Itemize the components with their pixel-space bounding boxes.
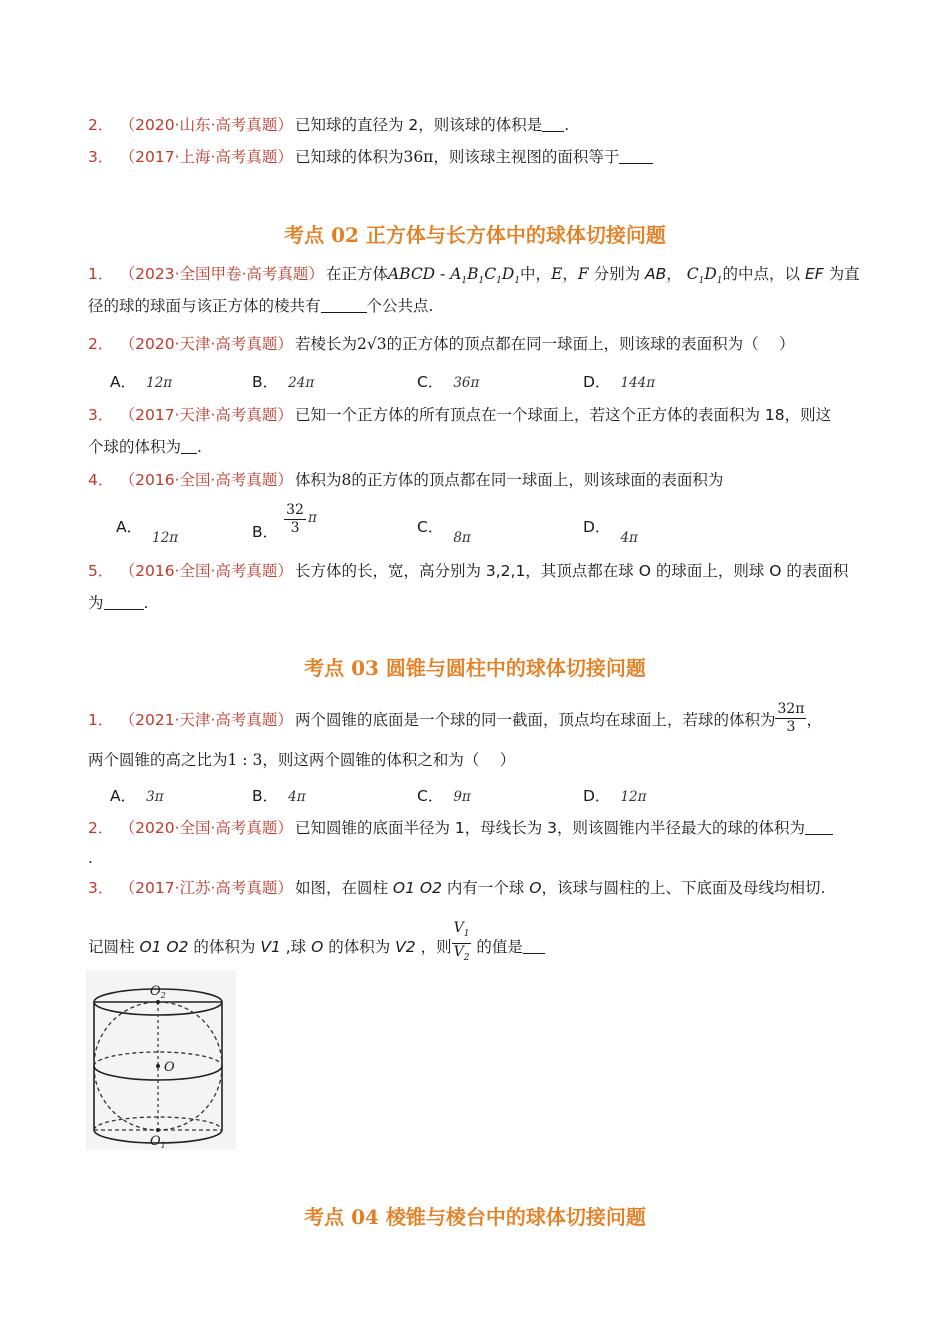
- separator: ，: [562, 265, 578, 283]
- s03-question-1-line2: [88, 748, 515, 772]
- section-heading-04: 考点 04 棱锥与棱台中的球体切接问题: [304, 1205, 646, 1229]
- s02-question-5-line2: [88, 591, 148, 615]
- volume-v1: V1: [260, 937, 281, 956]
- question-text: 径的球的球面与该正方体的棱共有: [88, 297, 321, 315]
- section-heading-03: 考点 03 圆锥与圆柱中的球体切接问题: [304, 656, 646, 680]
- question-text: 在正方体: [325, 265, 388, 283]
- question-text: 若棱长为: [294, 335, 357, 353]
- question-source: （2020·天津·高考真题）: [127, 335, 293, 353]
- s02-question-3: [88, 403, 831, 427]
- question-text: 为直: [823, 265, 860, 283]
- cylinder-sphere-figure: [86, 970, 236, 1150]
- question-number: 3．: [88, 406, 114, 424]
- question-number: 4．: [88, 471, 114, 489]
- question-number: 3．: [88, 879, 114, 897]
- math-cube-name: ABCD - $A_1B_1C_1D_1$: [387, 265, 521, 287]
- point-f: F: [577, 265, 589, 283]
- question-text: 的值是: [471, 937, 523, 956]
- question-source: （2020·全国·高考真题）: [127, 819, 293, 837]
- answer-blank: [181, 437, 197, 454]
- option-b[interactable]: B． $\frac{32}{3}$ π: [252, 502, 317, 541]
- option-c[interactable]: C．8π: [417, 518, 471, 546]
- s03-question-1: [88, 703, 822, 738]
- question-text: 的正方体的顶点都在同一球面上，则该球面的表面积为: [351, 471, 724, 489]
- question-text: 个球的体积为: [88, 438, 182, 456]
- s02-question-3-line2: [88, 435, 202, 459]
- point-o: [156, 1064, 160, 1068]
- question-text: 两个圆锥的底面是一个球的同一截面，顶点均在球面上，若球的体积为: [294, 711, 776, 729]
- question-number: 2．: [88, 116, 114, 134]
- fraction-v1-v2: $\frac{V_1}{V_2}$: [453, 920, 470, 963]
- label-o2: $O_2$: [150, 984, 166, 1000]
- question-source: （2017·江苏·高考真题）: [127, 879, 293, 897]
- question-text: 记圆柱: [88, 937, 140, 956]
- answer-blank: [321, 296, 367, 313]
- sphere-name: O: [529, 879, 542, 897]
- question-number: 2．: [88, 819, 114, 837]
- question-2017-shanghai: [88, 145, 653, 169]
- option-c[interactable]: C． 9π: [417, 787, 471, 805]
- option-a[interactable]: A． 12π: [110, 373, 173, 391]
- question-source: （2017·上海·高考真题）: [127, 148, 293, 166]
- question-text: 已知一个正方体的所有顶点在一个球面上，若这个正方体的表面积为 18，则这: [294, 406, 832, 424]
- option-a[interactable]: A．12π: [116, 518, 179, 546]
- question-number: 1．: [88, 265, 114, 283]
- question-2020-shandong: [88, 113, 569, 137]
- question-text: 内有一个球: [441, 879, 530, 897]
- question-text: ，: [806, 711, 822, 729]
- question-text: ，则: [415, 937, 452, 956]
- option-b[interactable]: B． 4π: [252, 787, 306, 805]
- section-heading-02: 考点 02 正方体与长方体中的球体切接问题: [284, 223, 666, 247]
- question-text: 长方体的长，宽，高分别为 3,2,1，其顶点都在球 O 的球面上，则球 O 的表面积: [294, 562, 849, 580]
- question-text: ，则该球主视图的面积等于: [433, 148, 620, 166]
- option-d[interactable]: D． 144π: [583, 373, 656, 391]
- point-e: E: [551, 265, 563, 283]
- s03-question-2: [88, 816, 833, 840]
- question-text: ,球: [280, 937, 312, 956]
- answer-blank: [104, 593, 144, 610]
- question-text: 的正方体的顶点都在同一球面上，则该球的表面积为（ ）: [386, 335, 795, 353]
- question-text: 个公共点.: [366, 297, 434, 315]
- s02-question-5: [88, 559, 848, 583]
- label-o1: $O_1$: [150, 1134, 166, 1150]
- segment-ab: AB: [645, 265, 667, 283]
- sphere-name: O: [311, 937, 324, 956]
- s03-question-3-line2: [88, 920, 545, 971]
- math-expression: 8: [341, 471, 352, 489]
- cylinder-name: O1 O2: [139, 937, 189, 956]
- point-o1: [156, 1128, 160, 1132]
- s03-question-2-line2: [88, 846, 93, 870]
- question-number: 5．: [88, 562, 114, 580]
- question-text: 分别为: [588, 265, 646, 283]
- point-o2: [156, 1000, 160, 1004]
- question-source: （2023·全国甲卷·高考真题）: [127, 265, 324, 283]
- question-text: 的中点，以: [722, 265, 805, 283]
- question-text: ，该球与圆柱的上、下底面及母线均相切.: [541, 879, 826, 897]
- question-source: （2020·山东·高考真题）: [127, 116, 293, 134]
- s02-question-2: [88, 332, 795, 356]
- math-ratio: 1 : 3: [227, 751, 263, 769]
- option-d[interactable]: D． 12π: [583, 787, 647, 805]
- answer-blank: [805, 818, 833, 835]
- question-text: 如图，在圆柱: [294, 879, 393, 897]
- question-text: 中，: [520, 265, 552, 283]
- question-source: （2021·天津·高考真题）: [127, 711, 293, 729]
- question-number: 2．: [88, 335, 114, 353]
- question-text: 为: [88, 594, 104, 612]
- separator: ，: [666, 265, 682, 283]
- question-text: 已知球的体积为: [294, 148, 404, 166]
- math-expression: 36π: [403, 148, 434, 166]
- volume-v2: V2: [395, 937, 416, 956]
- label-o: O: [164, 1060, 175, 1075]
- s02-question-4: [88, 468, 723, 492]
- answer-blank: [542, 115, 564, 132]
- segment-c1d1: $C_1D_1$: [686, 265, 723, 287]
- question-source: （2016·全国·高考真题）: [127, 562, 293, 580]
- fraction: $\frac{32\pi}{3}$: [777, 701, 805, 735]
- question-source: （2016·全国·高考真题）: [127, 471, 293, 489]
- question-text: 两个圆锥的高之比为: [88, 751, 228, 769]
- question-number: 1．: [88, 711, 114, 729]
- question-text: .: [88, 849, 93, 867]
- cylinder-name: O1 O2: [392, 879, 442, 897]
- question-source: （2017·天津·高考真题）: [127, 406, 293, 424]
- question-text: 已知球的直径为 2，则该球的体积是: [294, 116, 543, 134]
- question-text: 已知圆锥的底面半径为 1，母线长为 3，则该圆锥内半径最大的球的体积为: [294, 819, 806, 837]
- s02-question-1: [88, 262, 860, 293]
- question-end: .: [564, 116, 570, 134]
- answer-blank: [523, 937, 545, 954]
- question-text: ，则这两个圆锥的体积之和为（ ）: [262, 751, 516, 769]
- answer-blank: [619, 147, 653, 164]
- s03-question-3: [88, 876, 825, 900]
- question-text: .: [143, 594, 149, 612]
- question-number: 3．: [88, 148, 114, 166]
- question-text: 的体积为: [188, 937, 261, 956]
- question-text: 体积为: [294, 471, 342, 489]
- question-text: 的体积为: [323, 937, 396, 956]
- segment-ef: EF: [804, 265, 824, 283]
- math-expression: 2√3: [356, 335, 387, 353]
- option-a[interactable]: A． 3π: [110, 787, 164, 805]
- question-text: .: [197, 438, 202, 456]
- option-c[interactable]: C． 36π: [417, 373, 480, 391]
- option-d[interactable]: D．4π: [583, 518, 638, 546]
- cylinder-sphere-diagram: [86, 970, 236, 1150]
- option-b[interactable]: B． 24π: [252, 373, 315, 391]
- s02-question-1-line2: [88, 294, 433, 318]
